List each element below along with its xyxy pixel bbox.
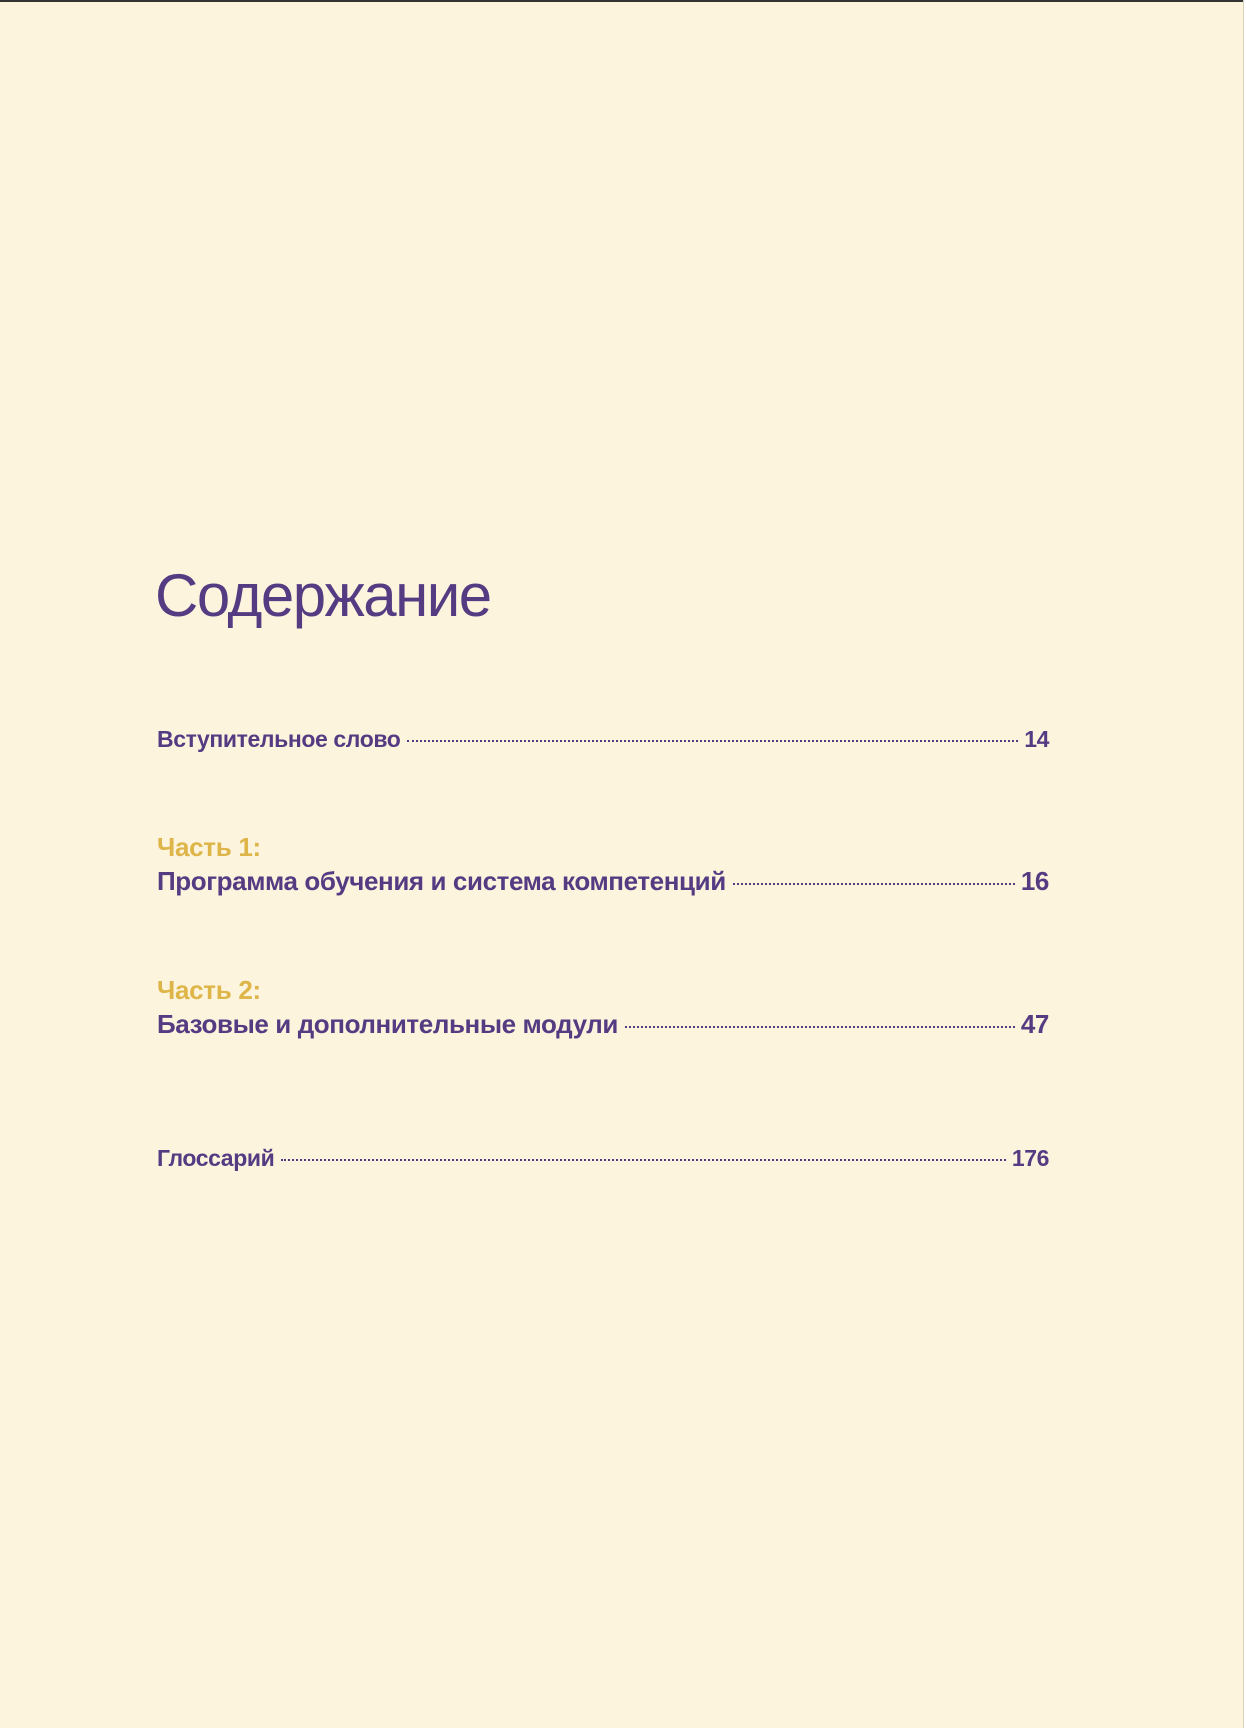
toc-entry-glossary — [157, 1142, 1049, 1174]
top-border-line — [0, 0, 1246, 2]
toc-line — [157, 723, 1049, 755]
toc-part-label: Часть 1: — [157, 832, 261, 862]
toc-entry-label: Базовые и дополнительные модули — [157, 1009, 618, 1039]
dot-leader — [625, 1026, 1015, 1028]
toc-entry-label: Глоссарий — [157, 1145, 275, 1171]
dot-leader — [407, 740, 1018, 742]
toc-entry-introduction — [157, 723, 1049, 755]
toc-entry-label: Вступительное слово — [157, 726, 401, 752]
toc-page-number: 176 — [1011, 1145, 1049, 1171]
toc-line — [157, 1007, 1049, 1041]
page-title: Содержание — [155, 562, 491, 629]
toc-entry-part-2 — [157, 973, 1049, 1041]
toc-part-label: Часть 2: — [157, 975, 261, 1005]
toc-line — [157, 864, 1049, 898]
toc-entry-label: Программа обучения и система компетенций — [157, 866, 726, 896]
toc-line — [157, 1142, 1049, 1174]
toc-entry-part-1 — [157, 830, 1049, 898]
toc-page-number: 47 — [1020, 1009, 1049, 1039]
dot-leader — [281, 1159, 1005, 1161]
dot-leader — [733, 883, 1015, 885]
toc-page-number: 14 — [1024, 726, 1049, 752]
toc-page-number: 16 — [1020, 866, 1049, 896]
